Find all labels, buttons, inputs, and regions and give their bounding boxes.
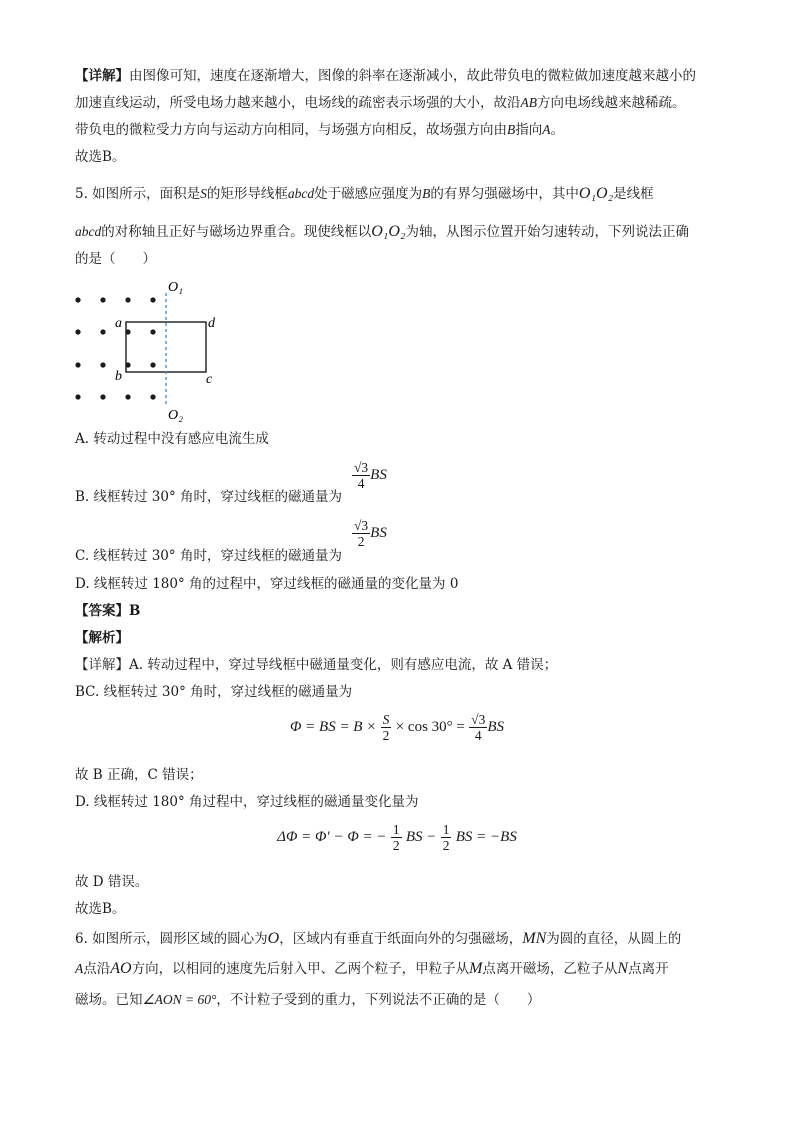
text: 点离开磁场，乙粒子从 xyxy=(482,961,618,977)
explanation-line-1 xyxy=(75,66,696,86)
math-var: A xyxy=(542,122,551,137)
fraction xyxy=(381,712,392,743)
explanation-line-3 xyxy=(75,120,564,140)
numerator: 1 xyxy=(392,822,400,837)
text: 点离开 xyxy=(628,961,669,977)
denominator: 2 xyxy=(392,838,400,853)
math-var: MN xyxy=(522,930,547,947)
q5-detail-conclusion-d: 故 D 错误。 xyxy=(75,874,149,890)
denominator: 4 xyxy=(357,476,365,491)
q5-option-a: A. 转动过程中没有感应电流生成 xyxy=(75,431,269,447)
label-d: d xyxy=(208,316,215,331)
fraction xyxy=(352,460,370,491)
math-expr: Φ = BS = B × xyxy=(289,719,377,735)
numerator: √3 xyxy=(471,712,486,727)
denominator: 4 xyxy=(474,728,482,743)
q5-detail-a: 【详解】A. 转动过程中，穿过导线框中磁通量变化，则有感应电流，故 A 错误； xyxy=(75,657,558,673)
text: 由图像可知，速度在逐渐增大，图像的斜率在逐渐减小，故此带负电的微粒做加速度越来越小的 xyxy=(129,68,696,84)
text: 的矩形导线框 xyxy=(206,186,288,202)
label-c: c xyxy=(206,372,213,387)
q5-stem-line-2 xyxy=(75,222,689,242)
numerator: S xyxy=(382,712,390,727)
text: 指向 xyxy=(515,122,543,138)
text: 的对称轴且正好与磁场边界重合。现使线框以 xyxy=(101,224,372,240)
explanation-line-2 xyxy=(75,93,686,113)
math-expr: ΔΦ = Φ′ − Φ = − xyxy=(277,829,387,845)
math-expr: × cos 30° = xyxy=(395,719,465,735)
text: 方向，以相同的速度先后射入甲、乙两个粒子，甲粒子从 xyxy=(131,961,470,977)
q5-option-c xyxy=(75,546,342,566)
q5-stem-line-1 xyxy=(75,184,654,204)
q5-detail-conclusion-b: 故 B 正确，C 错误； xyxy=(75,767,203,783)
denominator: 2 xyxy=(382,728,390,743)
fraction xyxy=(469,712,487,743)
math-var: B xyxy=(507,122,516,137)
math-var: S xyxy=(200,186,207,201)
math-var: N xyxy=(617,960,629,977)
detail-tag: 【详解】 xyxy=(75,68,129,84)
label-o1: O₁ xyxy=(168,280,183,295)
label-o2: O₂ xyxy=(168,408,183,423)
q5-option-d: D. 线框转过 180° 角的过程中，穿过线框的磁通量的变化量为 0 xyxy=(75,576,459,592)
q5-detail-bc: BC. 线框转过 30° 角时，穿过线框的磁通量为 xyxy=(75,684,353,700)
text: 6. 如图所示，圆形区域的圆心为 xyxy=(75,931,268,947)
math-var: BS xyxy=(370,525,387,541)
fraction xyxy=(391,822,402,853)
text: 为圆的直径，从圆上的 xyxy=(546,931,682,947)
text: ，不计粒子受到的重力，下列说法不正确的是（ ） xyxy=(216,992,541,1008)
text: 为轴，从图示位置开始匀速转动，下列说法正确 xyxy=(405,224,689,240)
text: 的有界匀强磁场中，其中 xyxy=(430,186,579,202)
math-var: O₁O₂ xyxy=(371,223,406,240)
equation-1 xyxy=(0,712,794,743)
q6-stem-line-3 xyxy=(75,990,540,1010)
math-var: AO xyxy=(110,960,132,977)
denominator: 2 xyxy=(357,534,365,549)
fraction xyxy=(352,518,370,549)
q5-detail-d: D. 线框转过 180° 角过程中，穿过线框的磁通量变化量为 xyxy=(75,794,419,810)
text: B. 线框转过 30° 角时，穿过线框的磁通量为 xyxy=(75,489,343,505)
label-a: a xyxy=(115,316,122,331)
q5-stem-line-3: 的是（ ） xyxy=(75,251,156,267)
math-var: abcd xyxy=(287,186,315,201)
text: 点沿 xyxy=(83,961,111,977)
text: 加速直线运动，所受电场力越来越小，电场线的疏密表示场强的大小，故沿 xyxy=(75,95,521,111)
text: 方向电场线越来越稀疏。 xyxy=(537,95,686,111)
math-expr: BS = −BS xyxy=(455,829,517,845)
fraction xyxy=(441,822,452,853)
text: ，区域内有垂直于纸面向外的匀强磁场， xyxy=(279,931,523,947)
math-var: AB xyxy=(520,95,537,110)
q5-choose-line: 故选B。 xyxy=(75,901,126,917)
equation-2 xyxy=(0,822,794,853)
math-var: BS xyxy=(487,719,505,735)
label-b: b xyxy=(115,369,122,384)
text: C. 线框转过 30° 角时，穿过线框的磁通量为 xyxy=(75,548,342,564)
text: 是线框 xyxy=(613,186,654,202)
math-var: abcd xyxy=(75,224,102,239)
math-expr: BS − xyxy=(405,829,437,845)
q6-stem-line-1 xyxy=(75,929,681,949)
analysis-tag: 【解析】 xyxy=(75,630,129,646)
q5-figure xyxy=(70,275,230,425)
numerator: 1 xyxy=(442,822,450,837)
math-expr: ∠AON = 60° xyxy=(142,992,217,1007)
answer-tag: 【答案】B xyxy=(75,603,141,619)
denominator: 2 xyxy=(442,838,450,853)
magnetic-field-dots xyxy=(75,297,155,399)
text: 带负电的微粒受力方向与运动方向相同，与场强方向相反，故场强方向由 xyxy=(75,122,507,138)
text: 处于磁感应强度为 xyxy=(314,186,423,202)
math-var: M xyxy=(469,960,483,977)
text: 。 xyxy=(550,122,564,138)
q6-stem-line-2 xyxy=(75,959,669,979)
numerator: √3 xyxy=(354,460,369,475)
q5-option-b-fraction xyxy=(352,460,387,491)
numerator: √3 xyxy=(354,518,369,533)
math-var: A xyxy=(75,961,84,976)
q5-option-c-fraction xyxy=(352,518,387,549)
choose-line: 故选B。 xyxy=(75,149,126,165)
q5-option-b xyxy=(75,487,342,507)
math-var: O₁O₂ xyxy=(578,185,614,202)
math-var: B xyxy=(422,186,431,201)
math-var: O xyxy=(267,930,280,947)
text: 5. 如图所示，面积是 xyxy=(75,186,201,202)
math-var: BS xyxy=(370,467,387,483)
text: 磁场。已知 xyxy=(75,992,143,1008)
